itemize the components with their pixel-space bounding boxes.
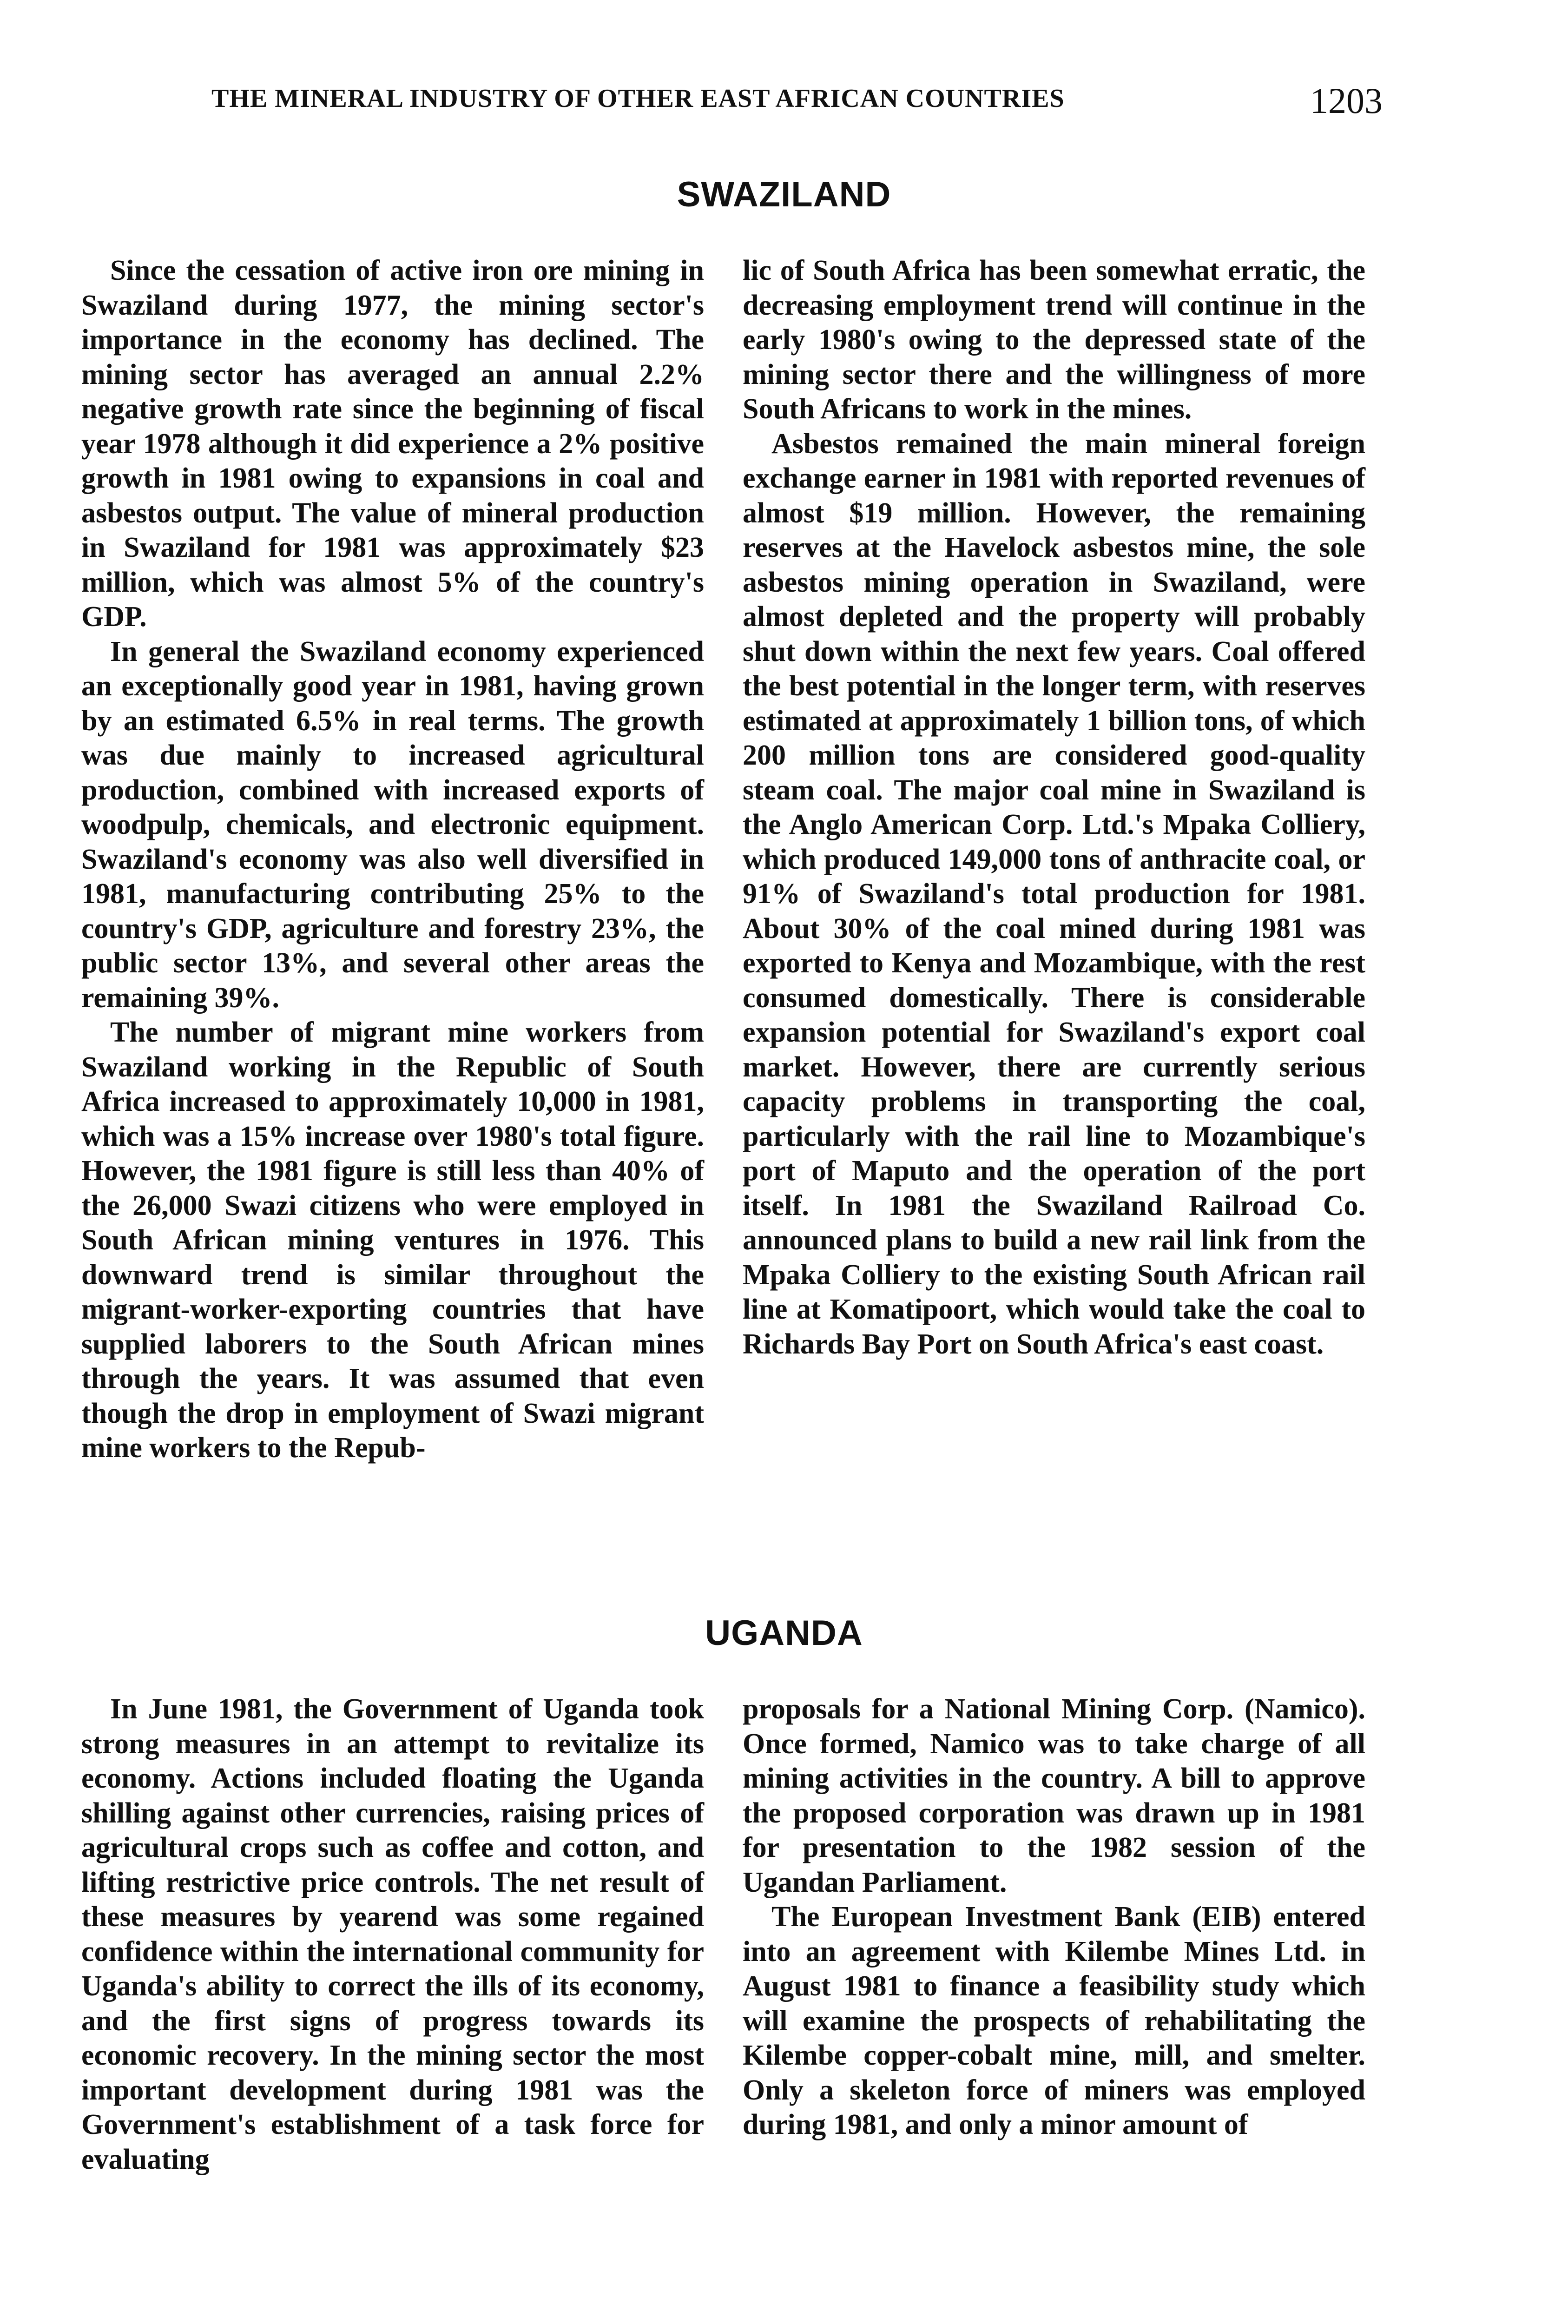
running-head — [211, 80, 1383, 122]
uganda-left-column — [81, 1692, 704, 2177]
swaziland-right-column — [743, 253, 1365, 1361]
paragraph: The number of migrant mine workers from Swaziland working in the Republic of South Africa increased to approximately 10,000 in 1981, which was a 15% increase over 1980's total figure. However, the 1981 figure is still less than 40% of the 26,000 Swazi citizens who were employed in South African mining ventures in 1976. This downward trend is similar throughout the migrant-worker-exporting countries that have supplied laborers to the South African mines through the years. It was assumed that even though the drop in employment of Swazi migrant mine workers to the Repub- — [81, 1017, 704, 1464]
page-number: 1203 — [1310, 80, 1383, 121]
paragraph: In general the Swaziland economy experienced an exceptionally good year in 1981, having grown by an estimated 6.5% in real terms. The growth was due mainly to increased agricultural production, combined with increased exports of woodpulp, chemicals, and electronic equipment. Swaziland's economy was also well diversified in 1981, manufacturing contributing 25% to the country's GDP, agriculture and forestry 23%, the public sector 13%, and several other areas the remaining 39%. — [81, 635, 704, 1014]
running-title: THE MINERAL INDUSTRY OF OTHER EAST AFRICAN COUNTRIES — [211, 84, 1065, 113]
paragraph: Asbestos remained the main mineral foreign exchange earner in 1981 with reported revenues of almost $19 million. However, the remaining reserves at the Havelock asbestos mine, the sole asbestos mining operation in Swaziland, were almost depleted and the property will probably shut down within the next few years. Coal offered the best potential in the longer term, with reserves estimated at approximately 1 billion tons, of which 200 million tons are considered good-quality steam coal. The major coal mine in Swaziland is the Anglo American Corp. Ltd.'s Mpaka Colliery, which produced 149,000 tons of anthracite coal, or 91% of Swaziland's total production for 1981. About 30% of the coal mined during 1981 was exported to Kenya and Mozambique, with the rest consumed domestically. There is considerable expansion potential for Swaziland's export coal market. However, there are currently serious capacity problems in transporting the coal, particularly with the rail line to Mozambique's port of Maputo and the operation of the port itself. In 1981 the Swaziland Railroad Co. announced plans to build a new rail link from the Mpaka Colliery to the existing South African rail line at Komatipoort, which would take the coal to Richards Bay Port on South Africa's east coast. — [743, 428, 1365, 1360]
paragraph-continuation: proposals for a National Mining Corp. (Namico). Once formed, Namico was to take charge of all mining activities in the country. A bill to approve the proposed corporation was drawn up in 1981 for presentation to the 1982 session of the Ugandan Parliament. — [743, 1693, 1365, 1898]
paragraph-continuation: lic of South Africa has been somewhat erratic, the decreasing employment trend will continue in the early 1980's owing to the depressed state of the mining sector there and the willingness of more South Africans to work in the mines. — [743, 255, 1365, 425]
paragraph: The European Investment Bank (EIB) entered into an agreement with Kilembe Mines Ltd. in August 1981 to finance a feasibility study which will examine the prospects of rehabilitating the Kilembe copper-cobalt mine, mill, and smelter. Only a skeleton force of miners was employed during 1981, and only a minor amount of — [743, 1901, 1365, 2140]
uganda-right-column — [743, 1692, 1365, 2142]
swaziland-left-column — [81, 253, 704, 1466]
paragraph: Since the cessation of active iron ore mining in Swaziland during 1977, the mining sector's importance in the economy has declined. The mining sector has averaged an annual 2.2% negative growth rate since the beginning of fiscal year 1978 although it did experience a 2% positive growth in 1981 owing to expansions in coal and asbestos output. The value of mineral production in Swaziland for 1981 was approximately $23 million, which was almost 5% of the country's GDP. — [81, 255, 704, 633]
section-heading-uganda: UGANDA — [705, 1613, 863, 1653]
paragraph: In June 1981, the Government of Uganda took strong measures in an attempt to revitalize its economy. Actions included floating the Uganda shilling against other currencies, raising prices of agricultural crops such as coffee and cotton, and lifting restrictive price controls. The net result of these measures by yearend was some regained confidence within the international community for Uganda's ability to correct the ills of its economy, and the first signs of progress towards its economic recovery. In the mining sector the most important development during 1981 was the Government's establishment of a task force for evaluating — [81, 1693, 704, 2175]
section-heading-swaziland: SWAZILAND — [677, 175, 891, 214]
